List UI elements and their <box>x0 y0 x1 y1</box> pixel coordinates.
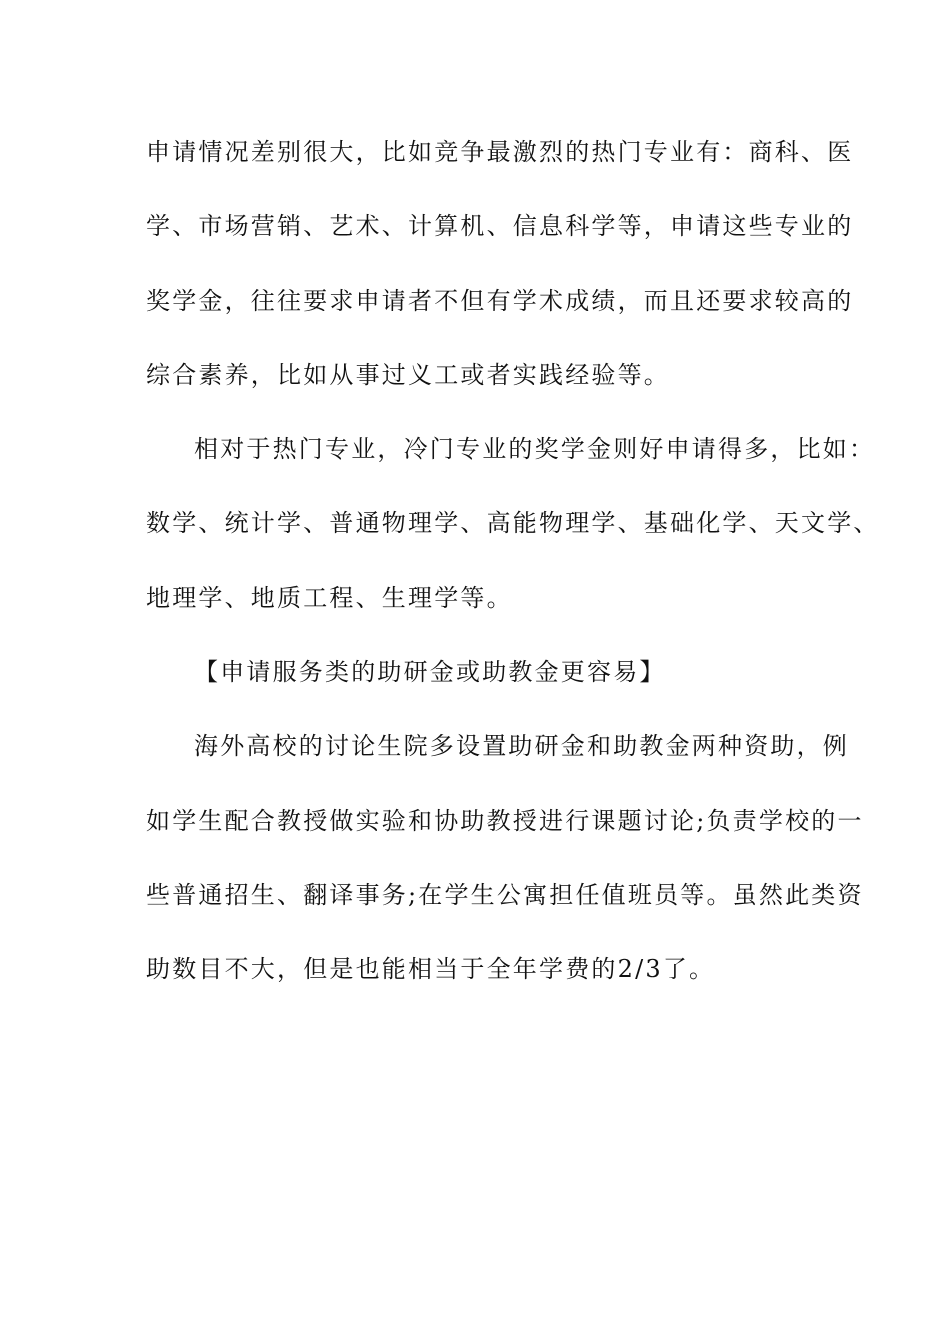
paragraph-line: 相对于热门专业，冷门专业的奖学金则好申请得多，比如： <box>194 435 876 464</box>
paragraph-line: 助数目不大，但是也能相当于全年学费的2/3了。 <box>146 955 716 984</box>
paragraph-line: 奖学金，往往要求申请者不但有学术成绩，而且还要求较高的 <box>146 286 854 315</box>
paragraph-line: 综合素养，比如从事过义工或者实践经验等。 <box>146 360 670 389</box>
section-heading: 【申请服务类的助研金或助教金更容易】 <box>194 658 666 687</box>
paragraph-line: 学、市场营销、艺术、计算机、信息科学等，申请这些专业的 <box>146 212 854 241</box>
document-body <box>146 128 880 1020</box>
paragraph-line: 海外高校的讨论生院多设置助研金和助教金两种资助，例 <box>194 732 849 761</box>
paragraph-line: 些普通招生、翻译事务;在学生公寓担任值班员等。虽然此类资 <box>146 880 864 909</box>
paragraph-line: 地理学、地质工程、生理学等。 <box>146 583 513 612</box>
paragraph-line: 数学、统计学、普通物理学、高能物理学、基础化学、天文学、 <box>146 509 880 538</box>
paragraph-line: 如学生配合教授做实验和协助教授进行课题讨论;负责学校的一 <box>146 806 864 835</box>
paragraph-line: 申请情况差别很大，比如竞争最激烈的热门专业有：商科、医 <box>146 138 854 166</box>
